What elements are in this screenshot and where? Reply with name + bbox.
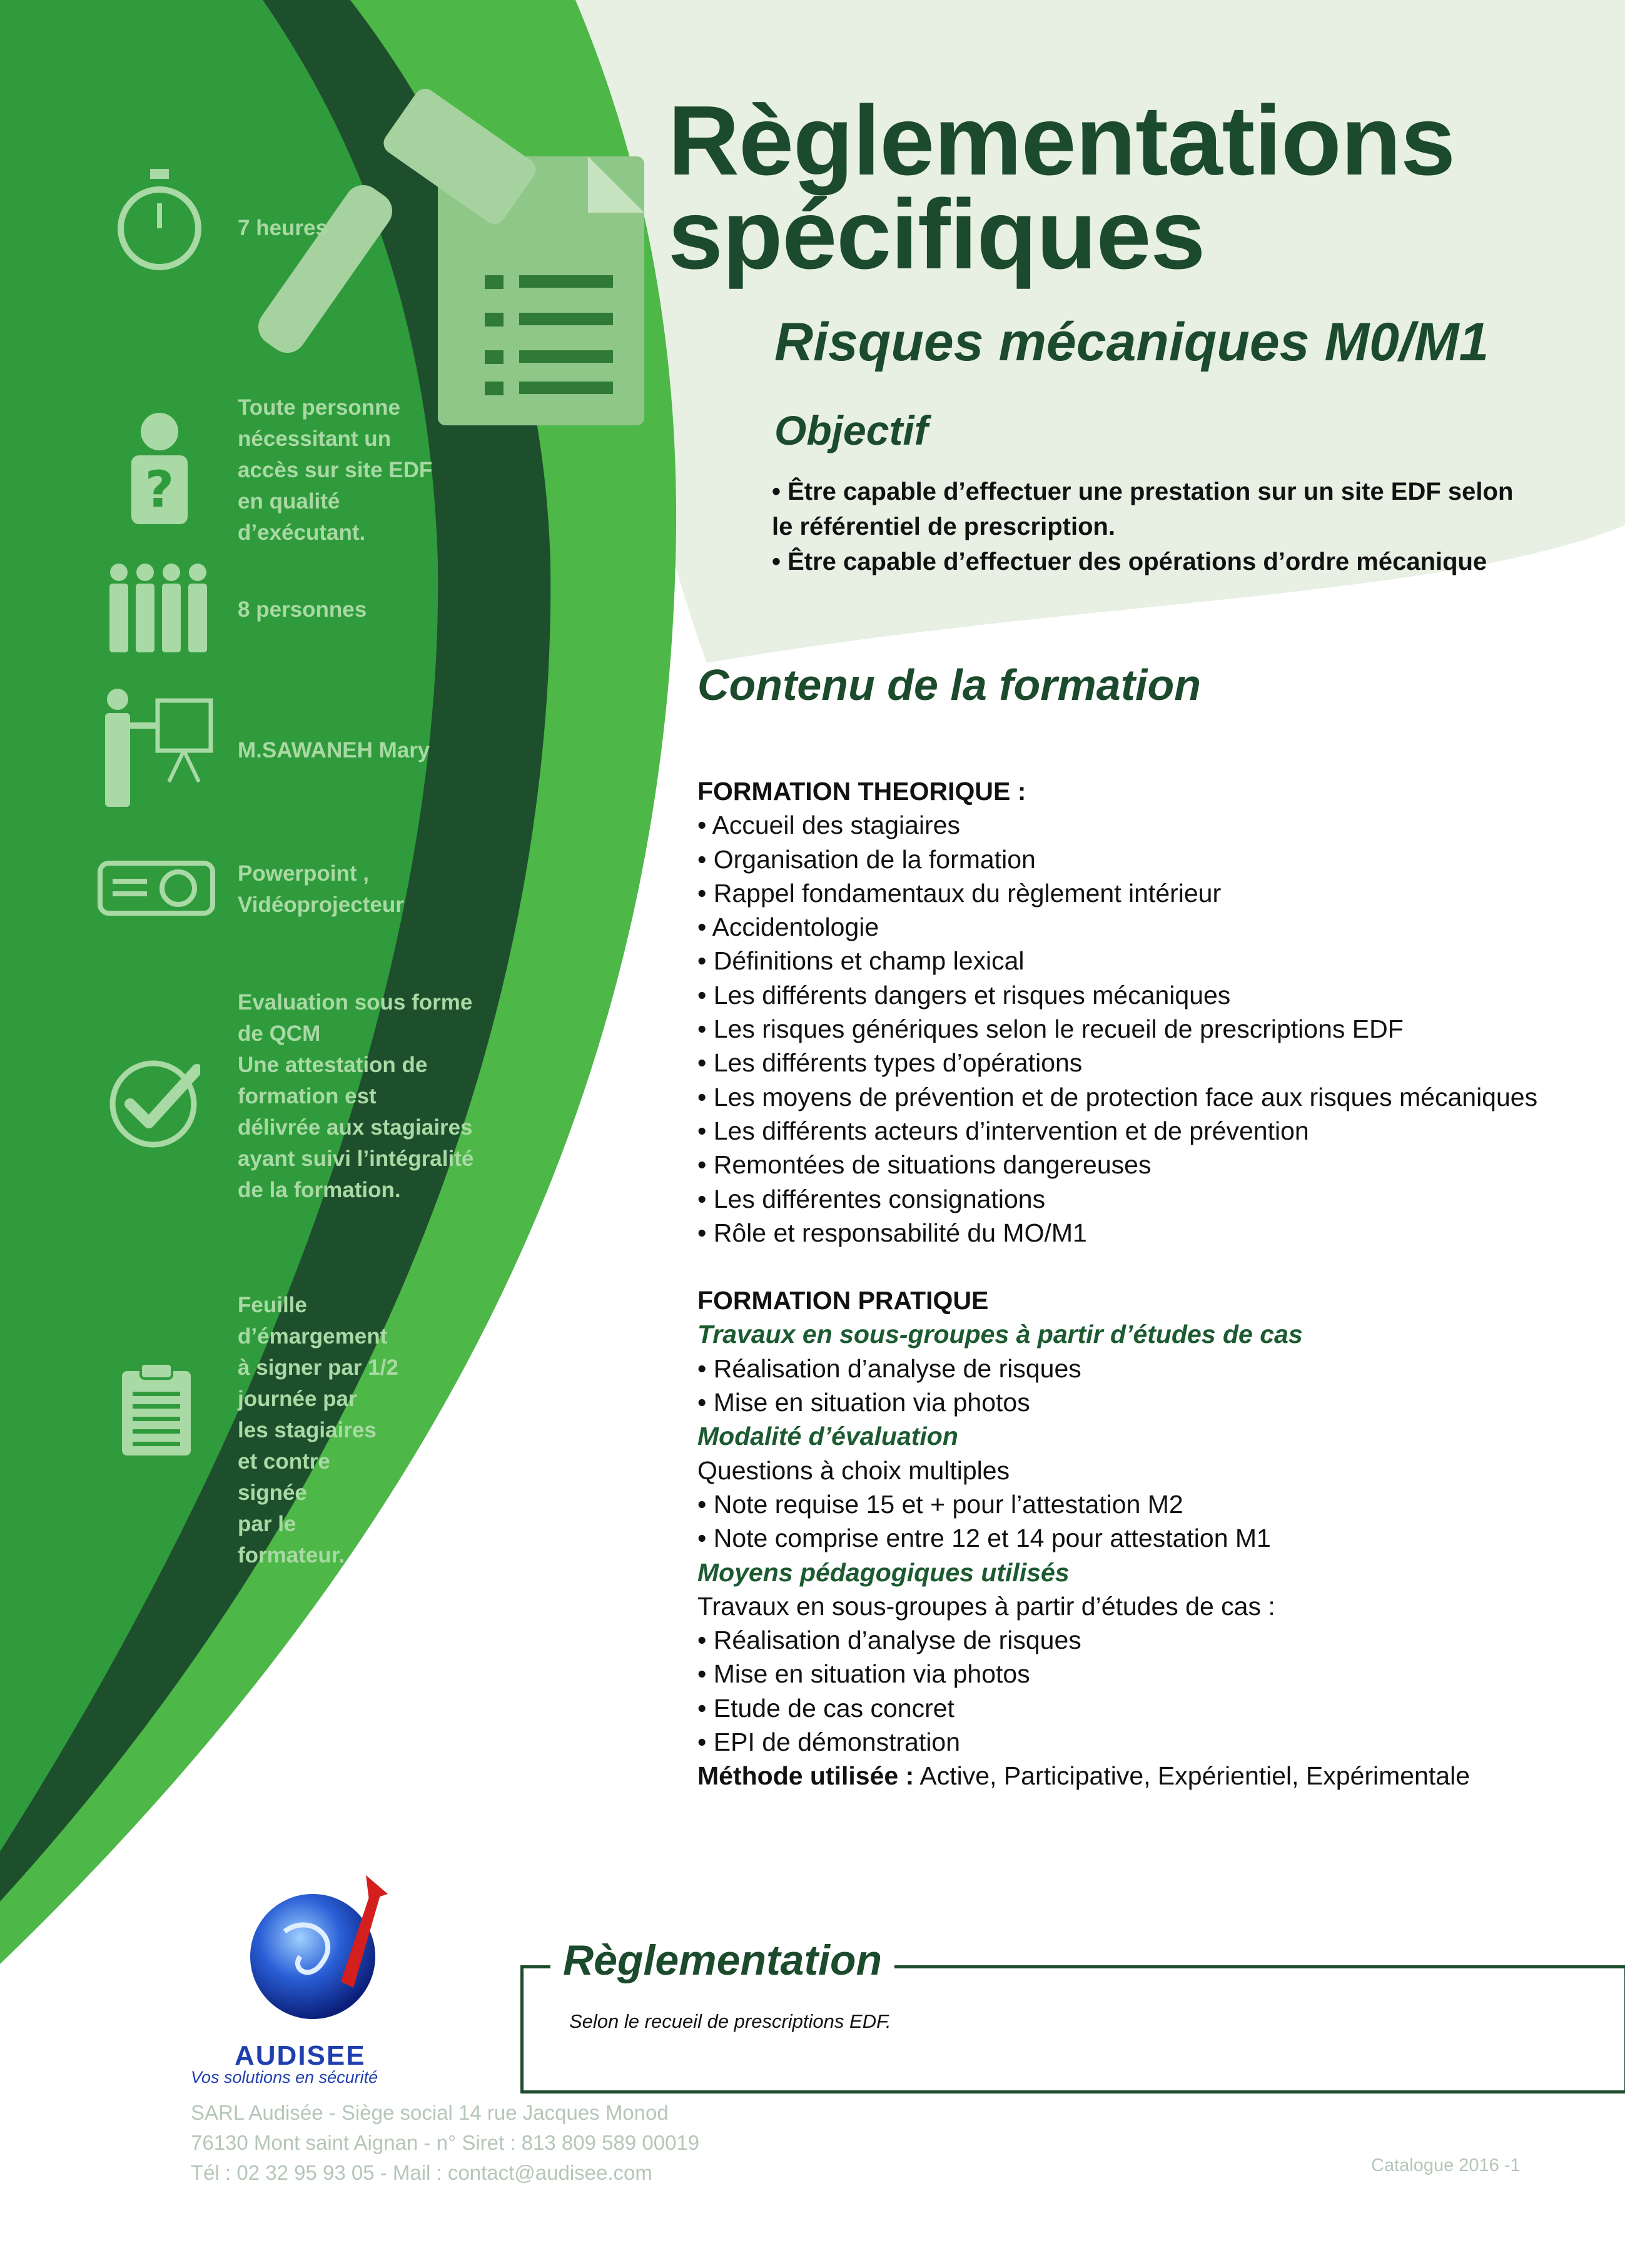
pratique-subheading: Travaux en sous-groupes à partir d’études de cas <box>697 1320 1303 1349</box>
formation-content <box>697 774 1598 1793</box>
pratique-heading: FORMATION PRATIQUE <box>697 1286 989 1315</box>
emargement-line: journée par <box>238 1387 357 1411</box>
list-item: • Les risques génériques selon le recueil de prescriptions EDF <box>697 1015 1404 1044</box>
public-line: nécessitant un <box>238 427 392 451</box>
group-people-icon <box>103 560 213 654</box>
list-item: • Rôle et responsabilité du MO/M1 <box>697 1218 1087 1247</box>
projector-icon <box>97 857 216 919</box>
objectif-item: • Être capable d’effectuer des opérations d’ordre mécanique <box>772 548 1487 575</box>
theorique-heading: FORMATION THEORIQUE : <box>697 777 1026 806</box>
evaluation-line: Une attestation de <box>238 1053 428 1077</box>
emargement-line: les stagiaires <box>238 1418 377 1442</box>
participants-text: 8 personnes <box>238 597 367 622</box>
list-item: • Réalisation d’analyse de risques <box>697 1354 1081 1383</box>
evaluation-line: formation est <box>238 1084 377 1108</box>
list-item: • Mise en situation via photos <box>697 1659 1030 1689</box>
evaluation-line: Evaluation sous forme <box>238 990 473 1015</box>
footer-line: SARL Audisée - Siège social 14 rue Jacques Monod <box>191 2101 669 2124</box>
list-item: • Remontées de situations dangereuses <box>697 1150 1152 1180</box>
page-subtitle: Risques mécaniques M0/M1 <box>774 312 1489 372</box>
footer-address <box>191 2098 699 2188</box>
evaluation-line: ayant suivi l’intégralité <box>238 1147 474 1171</box>
list-item: • Accueil des stagiaires <box>697 811 961 840</box>
emargement-line: à signer par 1/2 <box>238 1355 398 1380</box>
list-item: • Réalisation d’analyse de risques <box>697 1626 1081 1655</box>
title-line-2: spécifiques <box>668 180 1205 290</box>
objectif-item: le référentiel de prescription. <box>772 513 1116 540</box>
objectif-item: • Être capable d’effectuer une prestation sur un site EDF selon <box>772 478 1514 505</box>
list-item: • Définitions et champ lexical <box>697 946 1025 976</box>
list-item: • Les différents dangers et risques mécaniques <box>697 980 1231 1010</box>
title-line-1: Règlementations <box>668 86 1455 196</box>
methode-value: Active, Participative, Expérientiel, Expérimentale <box>914 1761 1471 1791</box>
moyens-line: Powerpoint , <box>238 861 369 886</box>
objectif-heading: Objectif <box>774 407 928 453</box>
pratique-subheading: Moyens pédagogiques utilisés <box>697 1557 1070 1587</box>
evaluation-line: de la formation. <box>238 1178 401 1202</box>
stopwatch-icon <box>113 169 206 275</box>
list-item: • Rappel fondamentaux du règlement intérieur <box>697 878 1222 908</box>
reglementation-text: Selon le recueil de prescriptions EDF. <box>569 2010 891 2032</box>
evaluation-line: de QCM <box>238 1021 321 1046</box>
list-item: • Mise en situation via photos <box>697 1388 1030 1417</box>
footer-line: 76130 Mont saint Aignan - n° Siret : 813 809 589 00019 <box>191 2131 700 2154</box>
public-line: d’exécutant. <box>238 520 366 545</box>
methode-line <box>697 1759 1598 1793</box>
moyens-text <box>238 858 404 921</box>
trainer-board-icon <box>100 688 216 813</box>
clipboard-icon <box>119 1364 194 1457</box>
emargement-line: par le <box>238 1512 296 1536</box>
list-item: • Les différents types d’opérations <box>697 1048 1083 1078</box>
list-item: • Organisation de la formation <box>697 844 1036 874</box>
list-item: • Note requise 15 et + pour l’attestation M2 <box>697 1489 1183 1519</box>
emargement-line: et contre <box>238 1449 330 1474</box>
logo-tagline: Vos solutions en sécurité <box>191 2068 378 2087</box>
emargement-line: signée <box>238 1481 307 1505</box>
logo-name: AUDISEE <box>235 2040 366 2071</box>
catalogue-label: Catalogue 2016 -1 <box>1371 2155 1521 2175</box>
page-title <box>668 86 1455 290</box>
list-text: Travaux en sous-groupes à partir d’études de cas : <box>697 1591 1275 1621</box>
person-question-icon <box>128 413 191 525</box>
list-item: • Note comprise entre 12 et 14 pour attestation M1 <box>697 1524 1271 1553</box>
list-item: • Les moyens de prévention et de protection face aux risques mécaniques <box>697 1082 1538 1111</box>
evaluation-line: délivrée aux stagiaires <box>238 1115 473 1140</box>
reglementation-heading: Règlementation <box>550 1936 894 1985</box>
svg-text:?: ? <box>144 460 175 519</box>
list-item: • Etude de cas concret <box>697 1693 954 1723</box>
audisee-globe-logo <box>247 1863 391 2032</box>
list-item: • EPI de démonstration <box>697 1728 961 1757</box>
objectif-list <box>772 474 1604 579</box>
public-line: accès sur site EDF <box>238 458 433 482</box>
public-line: Toute personne <box>238 395 400 420</box>
pratique-subheading: Modalité d’évaluation <box>697 1422 958 1451</box>
evaluation-text <box>238 987 473 1206</box>
list-item: • Accidentologie <box>697 913 879 942</box>
emargement-text <box>238 1290 398 1571</box>
public-text <box>238 392 432 549</box>
contenu-heading: Contenu de la formation <box>697 661 1201 709</box>
spacer <box>697 1250 1598 1283</box>
list-text: Questions à choix multiples <box>697 1455 1010 1485</box>
formateur-text: M.SAWANEH Mary <box>238 738 430 762</box>
duree-text: 7 heures <box>238 216 328 240</box>
emargement-line: d’émargement <box>238 1324 388 1349</box>
footer-line: Tél : 02 32 95 93 05 - Mail : contact@audisee.com <box>191 2161 652 2184</box>
emargement-line: Feuille <box>238 1293 307 1317</box>
list-item: • Les différents acteurs d’intervention et de prévention <box>697 1116 1309 1145</box>
moyens-line: Vidéoprojecteur <box>238 893 404 917</box>
list-item: • Les différentes consignations <box>697 1184 1046 1213</box>
emargement-line: formateur. <box>238 1543 345 1567</box>
methode-label: Méthode utilisée : <box>697 1761 914 1791</box>
public-line: en qualité <box>238 489 340 514</box>
checkmark-icon <box>106 1057 200 1151</box>
